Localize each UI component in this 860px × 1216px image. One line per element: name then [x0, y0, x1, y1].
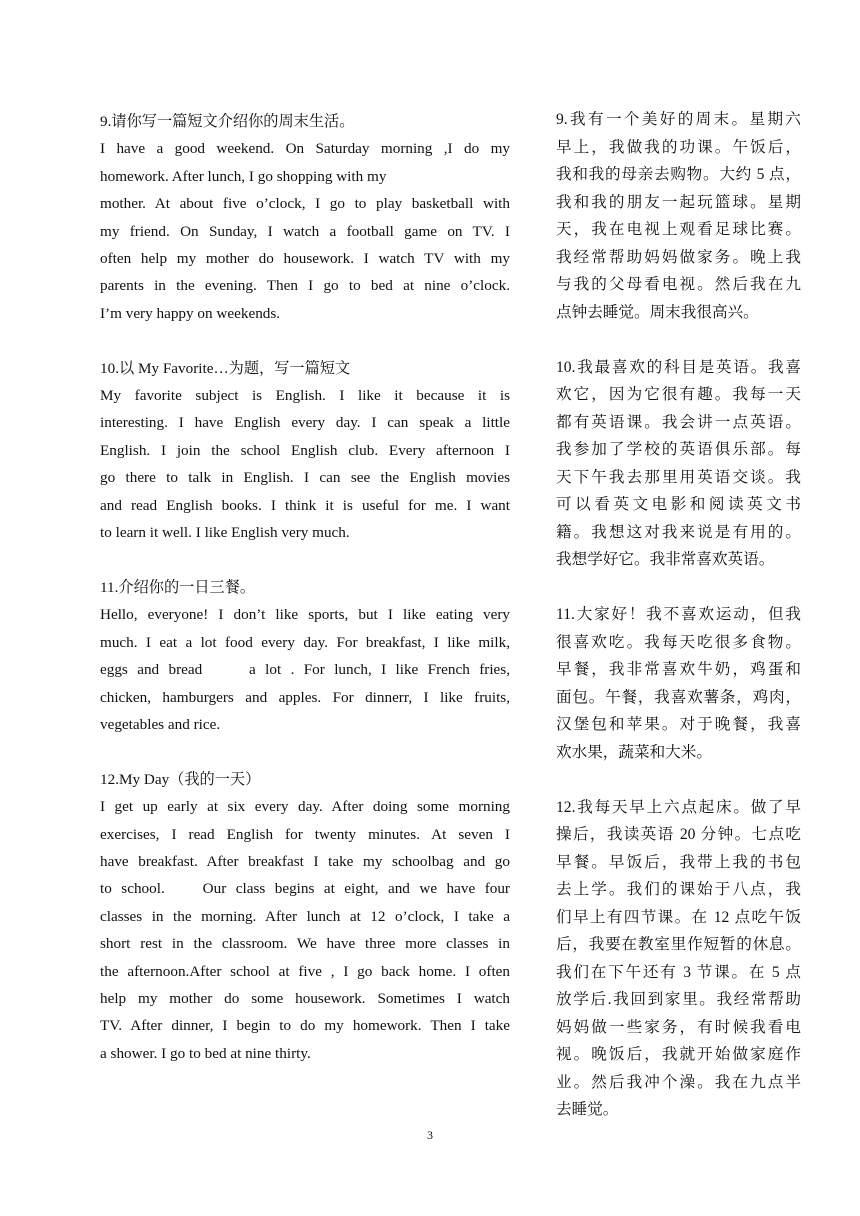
essay-9-heading: 9.请你写一篇短文介绍你的周末生活。: [100, 113, 355, 130]
text-line: have breakfast. After breakfast I take my schoolbag and go: [100, 852, 510, 870]
text-line: 汉堡包和苹果。对于晚餐，我喜: [556, 716, 801, 733]
text-line: 9.我有一个美好的周末。星期六: [556, 111, 801, 128]
text-line: 去睡觉。: [556, 1101, 619, 1118]
text-line: 欢它，因为它很有趣。我每一天: [556, 386, 801, 403]
essay-12-heading: 12.My Day（我的一天）: [100, 770, 261, 788]
text-line: 视。晚饭后，我就开始做家庭作: [556, 1046, 801, 1063]
text-line: often help my mother do housework. I watch TV with my: [100, 250, 510, 268]
text-line: Hello, everyone! I don’t like sports, but I like eating very: [100, 606, 510, 624]
text-line: eggs and bread a lot . For lunch, I like French fries,: [100, 661, 510, 679]
text-line: parents in the evening. Then I go to bed at nine o’clock.: [100, 277, 510, 295]
essay-11-english: [100, 574, 510, 738]
text-line: to school. Our class begins at eight, and we have four: [100, 880, 510, 898]
text-line: much. I eat a lot food every day. For breakfast, I like milk,: [100, 633, 510, 651]
text-line: vegetables and rice.: [100, 715, 221, 733]
text-line: 面包。午餐，我喜欢薯条，鸡肉，: [556, 688, 801, 706]
text-line: 10.我最喜欢的科目是英语。我喜: [556, 358, 801, 376]
text-line: TV. After dinner, I begin to do my homework. Then I take: [100, 1017, 510, 1035]
essay-9-chinese: [556, 106, 801, 326]
essay-11-translation: [556, 601, 801, 766]
text-line: 籍。我想这对我来说是有用的。: [556, 523, 801, 541]
essay-10-translation: [556, 354, 801, 574]
text-line: 我经常帮助妈妈做家务。晚上我: [556, 248, 801, 266]
text-line: 我想学好它。我非常喜欢英语。: [556, 551, 775, 568]
page-number: 3: [427, 1128, 433, 1142]
text-line: English. I join the school English club. Every afternoon I: [100, 441, 510, 459]
essay-10-heading: 10.以 My Favorite…为题，写一篇短文: [100, 359, 351, 377]
text-line: 欢水果，蔬菜和大米。: [556, 743, 712, 761]
essay-12-translation: [556, 794, 801, 1124]
text-line: 们早上有四节课。在 12 点吃午饭: [556, 908, 801, 926]
text-line: 与我的父母看电视。然后我在九: [556, 276, 801, 293]
essay-12-chinese: [556, 794, 801, 1124]
text-line: my friend. On Sunday, I watch a football game on TV. I: [100, 222, 510, 240]
essay-9-english: [100, 108, 510, 327]
essay-11-heading: 11.介绍你的一日三餐。: [100, 578, 256, 596]
text-line: the afternoon.After school at five , I go back home. I often: [100, 962, 510, 980]
text-line: My favorite subject is English. I like it because it is: [100, 387, 510, 405]
essay-9-translation: [556, 106, 801, 326]
text-line: 早餐，我非常喜欢牛奶，鸡蛋和: [556, 661, 801, 678]
essay-11-body: [100, 601, 510, 738]
text-line: a shower. I go to bed at nine thirty.: [100, 1044, 311, 1062]
essay-9-body: [100, 135, 510, 327]
text-line: homework. After lunch, I go shopping with my: [100, 167, 387, 185]
text-line: interesting. I have English every day. I can speak a little: [100, 414, 510, 432]
text-line: 11.大家好！我不喜欢运动，但我: [556, 606, 801, 623]
text-line: 点钟去睡觉。周末我很高兴。: [556, 303, 759, 321]
chinese-column: [556, 106, 801, 1151]
text-line: 操后，我读英语 20 分钟。七点吃: [556, 826, 801, 843]
text-line: classes in the morning. After lunch at 12 o’clock, I take a: [100, 907, 510, 925]
essay-10-body: [100, 382, 510, 546]
text-line: I’m very happy on weekends.: [100, 304, 281, 322]
text-line: 放学后.我回到家里。我经常帮助: [556, 991, 801, 1008]
text-line: 我和我的母亲去购物。大约 5 点，: [556, 166, 801, 183]
essay-12-english: [100, 766, 510, 1067]
text-line: I have a good weekend. On Saturday morning ,I do my: [100, 140, 510, 158]
text-line: 早餐。早饭后，我带上我的书包: [556, 853, 801, 871]
text-line: 天，我在电视上观看足球比赛。: [556, 221, 801, 238]
text-line: I get up early at six every day. After doing some morning: [100, 798, 510, 816]
text-line: 都有英语课。我会讲一点英语。: [556, 413, 801, 431]
essay-10-chinese: [556, 354, 801, 574]
text-line: 我和我的朋友一起玩篮球。星期: [556, 193, 801, 211]
text-line: 我参加了学校的英语俱乐部。每: [556, 441, 801, 458]
text-line: 我们在下午还有 3 节课。在 5 点: [556, 963, 801, 981]
text-line: 去上学。我们的课始于八点，我: [556, 881, 801, 898]
essay-10-english: [100, 355, 510, 547]
text-line: 后，我要在教室里作短暂的休息。: [556, 936, 801, 953]
text-line: short rest in the classroom. We have three more classes in: [100, 935, 510, 953]
text-line: and read English books. I think it is useful for me. I want: [100, 496, 510, 514]
text-line: 妈妈做一些家务，有时候我看电: [556, 1018, 801, 1036]
text-line: 很喜欢吃。我每天吃很多食物。: [556, 633, 801, 651]
essay-12-body: [100, 793, 510, 1067]
text-line: mother. At about five o’clock, I go to play basketball with: [100, 195, 510, 213]
essay-11-chinese: [556, 601, 801, 766]
text-line: go there to talk in English. I can see the English movies: [100, 469, 510, 487]
text-line: chicken, hamburgers and apples. For dinnerr, I like fruits,: [100, 688, 510, 706]
text-line: 早上，我做我的功课。午饭后，: [556, 138, 801, 156]
text-line: 天下午我去那里用英语交谈。我: [556, 468, 801, 486]
text-line: 业。然后我冲个澡。我在九点半: [556, 1073, 801, 1091]
text-line: exercises, I read English for twenty minutes. At seven I: [100, 825, 510, 843]
text-line: help my mother do some housework. Sometimes I watch: [100, 989, 510, 1007]
text-line: to learn it well. I like English very much.: [100, 524, 350, 542]
english-column: [100, 108, 510, 1095]
text-line: 12.我每天早上六点起床。做了早: [556, 798, 801, 816]
text-line: 可以看英文电影和阅读英文书: [556, 496, 801, 513]
